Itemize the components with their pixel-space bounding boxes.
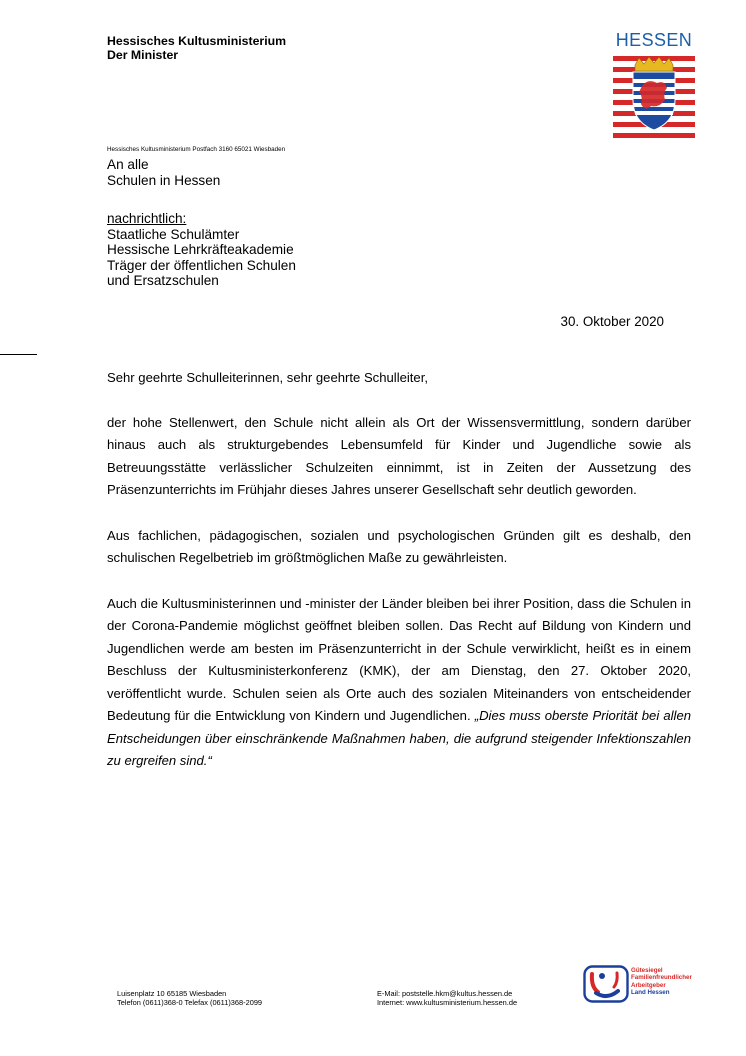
- cc-line: Träger der öffentlichen Schulen: [107, 257, 296, 273]
- seal-line: Arbeitgeber: [631, 981, 666, 989]
- recipient-line: An alle: [107, 157, 149, 172]
- hessen-coat-of-arms-icon: [613, 56, 695, 138]
- seal-line: Gütesiegel: [631, 967, 663, 974]
- recipient-line: Schulen in Hessen: [107, 172, 221, 188]
- letter-date: 30. Oktober 2020: [560, 314, 664, 329]
- cc-line: und Ersatzschulen: [107, 273, 219, 289]
- cc-line: Staatliche Schulämter: [107, 226, 240, 242]
- footer-internet: Internet: www.kultusministerium.hessen.de: [377, 998, 518, 1007]
- return-address-line: Hessisches Kultusministerium Postfach 3160 65021 Wiesbaden: [107, 146, 286, 153]
- seal-emblem-icon: [583, 965, 629, 1003]
- body-paragraph: der hohe Stellenwert, den Schule nicht allein als Ort der Wissensvermittlung, sondern darüber hinaus auch als strukturgebendes Lebensumfeld für Kinder und Jugendliche sowie als Betreuungsstätte verlässlicher Schulzeiten einnimmt, ist in Zeiten der Aussetzung des Präsenzunterrichts im Frühjahr dieses Jahres unserer Gesellschaft sehr deutlich geworden.: [107, 414, 691, 497]
- family-friendly-employer-seal: [583, 965, 697, 1003]
- seal-line: Familienfreundlicher: [631, 974, 692, 982]
- body-paragraph: Aus fachlichen, pädagogischen, sozialen und psychologischen Gründen gilt es deshalb, den schulischen Regelbetrieb im größtmöglichen Maße zu gewährleisten.: [107, 527, 691, 565]
- body-paragraph: [107, 593, 691, 773]
- seal-line: Land Hessen: [631, 989, 670, 997]
- footer-address: [117, 989, 262, 1007]
- kmk-quote: „Dies muss oberste Priorität bei allen Entscheidungen über einschränkende Maßnahmen haben, die aufgrund steigender Infektionszahlen zu ergreifen sind.“: [107, 708, 692, 768]
- body-paragraph-text: Auch die Kultusministerinnen und -minister der Länder bleiben bei ihrer Position, dass die Schulen in der Corona-Pandemie möglichst geöffnet bleiben sollen. Das Recht auf Bildung von Kindern und Jugendlichen werde am besten im Präsenzunterricht in der Schule verwirklicht, heißt es in einem Beschluss der Kultusministerkonferenz (KMK), der am Dienstag, den 27. Oktober 2020, veröffentlicht wurde. Schulen seien als Orte auch des sozialen Miteinanders von entscheidender Bedeutung für die Entwicklung von Kindern und Jugendlichen.: [107, 595, 691, 723]
- footer-phone: Telefon (0611)368-0 Telefax (0611)368-2099: [117, 998, 263, 1007]
- seal-text: [631, 967, 692, 997]
- letter-body: [107, 367, 691, 796]
- footer-contact: [377, 989, 517, 1007]
- salutation: Sehr geehrte Schulleiterinnen, sehr geehrte Schulleiter,: [107, 370, 428, 385]
- footer-street: Luisenplatz 10 65185 Wiesbaden: [117, 989, 227, 998]
- hessen-wordmark: HESSEN: [615, 30, 693, 50]
- hessen-logo: [612, 30, 696, 138]
- cc-heading: nachrichtlich:: [107, 211, 187, 226]
- cc-block: [107, 211, 296, 289]
- recipient-block: [107, 157, 220, 188]
- sender-block: [107, 34, 286, 62]
- footer-email: E-Mail: poststelle.hkm@kultus.hessen.de: [377, 989, 513, 998]
- sender-minister: Der Minister: [107, 48, 179, 62]
- fold-mark: [0, 354, 37, 355]
- cc-line: Hessische Lehrkräfteakademie: [107, 242, 294, 258]
- sender-ministry: Hessisches Kultusministerium: [107, 34, 287, 48]
